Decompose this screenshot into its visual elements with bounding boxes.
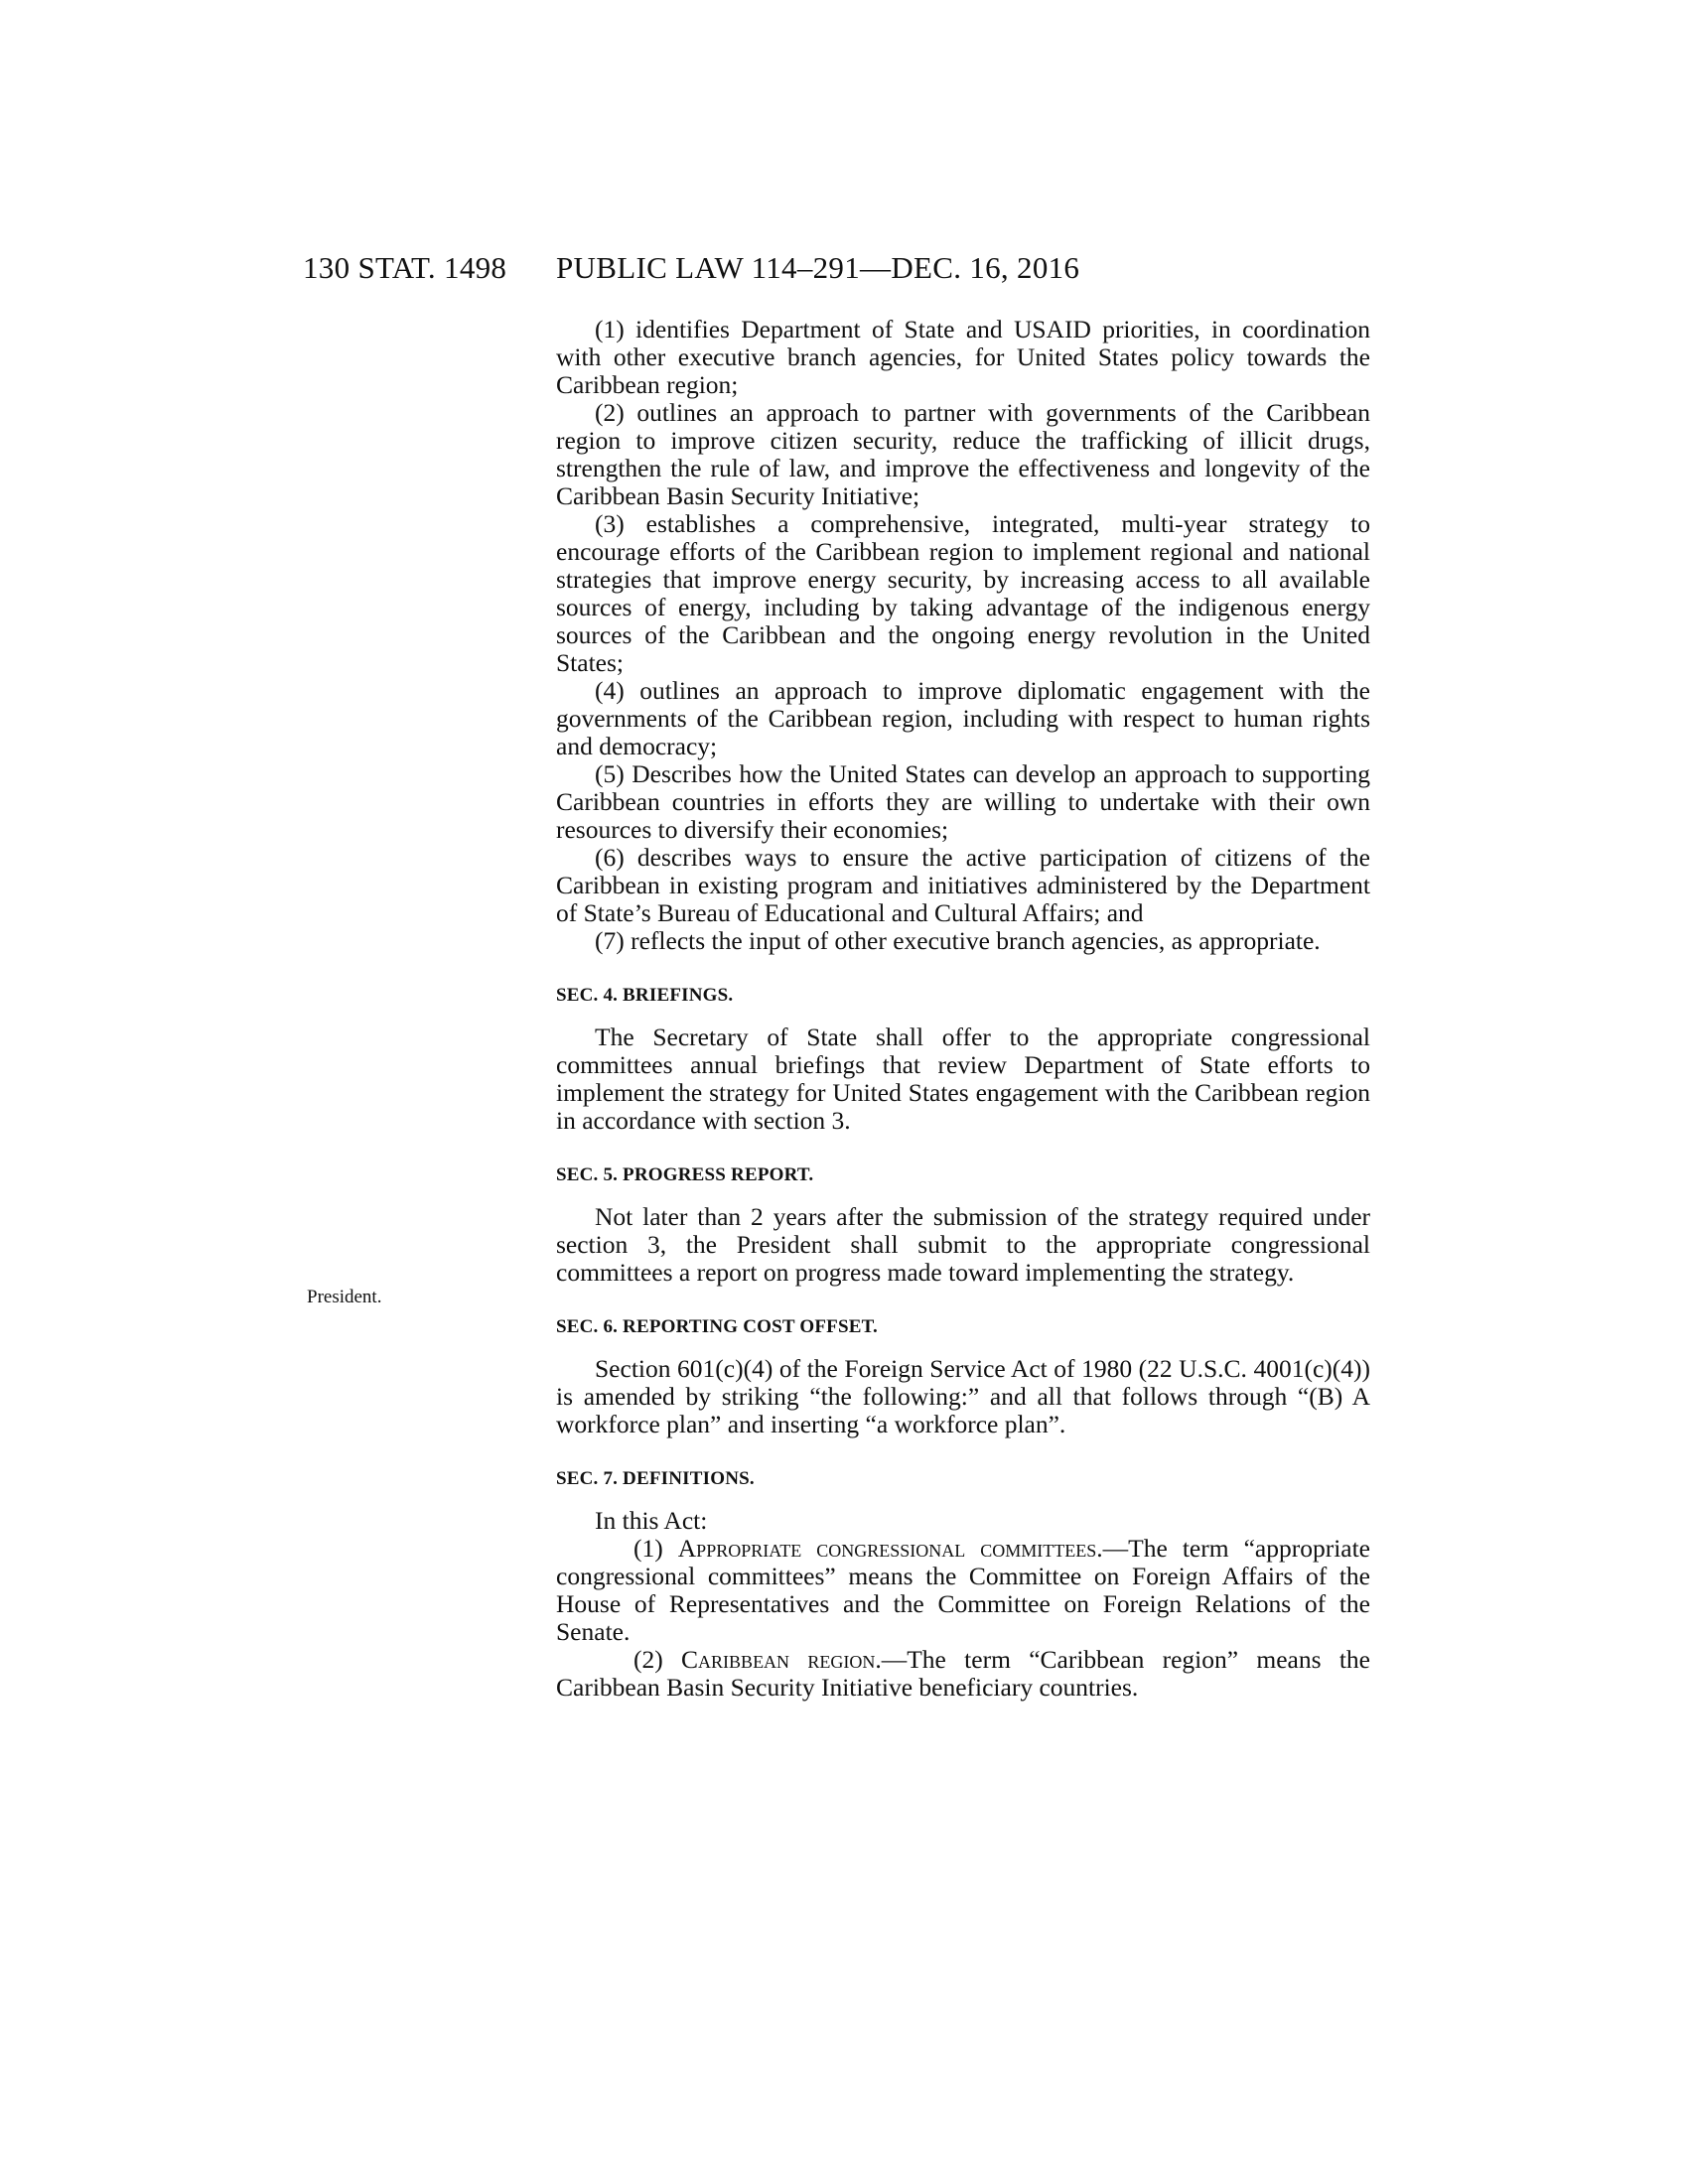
definition-1-text: .—The term “appropriate congressional committees” means the Committee on Foreign Affairs of the House of Representatives and the Committee on Foreign Relations of the Senate. bbox=[556, 1534, 1370, 1646]
document-body bbox=[556, 316, 1370, 1702]
section-5-heading: SEC. 5. PROGRESS REPORT. bbox=[556, 1164, 814, 1185]
section-6-text: Section 601(c)(4) of the Foreign Service Act of 1980 (22 U.S.C. 4001(c)(4)) is amended by striking “the following:” and all that follows through “(B) A workforce plan” and inserting “a workforce plan”. bbox=[556, 1354, 1370, 1438]
strategy-item-7: (7) reflects the input of other executive branch agencies, as appropriate. bbox=[595, 926, 1321, 955]
definition-2-term: Caribbean region bbox=[681, 1645, 876, 1674]
margin-note-president: President. bbox=[307, 1287, 382, 1307]
public-law-title: PUBLIC LAW 114–291—DEC. 16, 2016 bbox=[556, 250, 1080, 285]
section-7-heading: SEC. 7. DEFINITIONS. bbox=[556, 1468, 755, 1489]
section-5-text: Not later than 2 years after the submission of the strategy required under section 3, the President shall submit to the appropriate congressional committees a report on progress made toward implementing the strategy. bbox=[556, 1202, 1370, 1287]
section-4-heading: SEC. 4. BRIEFINGS. bbox=[556, 985, 734, 1006]
strategy-item-6: (6) describes ways to ensure the active participation of citizens of the Caribbean in existing program and initiatives administered by the Department of State’s Bureau of Educational and Cultural Affairs; and bbox=[556, 843, 1370, 927]
strategy-item-5: (5) Describes how the United States can develop an approach to supporting Caribbean countries in efforts they are willing to undertake with their own resources to diversify their economies; bbox=[556, 759, 1370, 844]
strategy-item-4: (4) outlines an approach to improve diplomatic engagement with the governments of the Caribbean region, including with respect to human rights and democracy; bbox=[556, 676, 1370, 760]
definition-2-number: (2) bbox=[633, 1645, 663, 1674]
definition-1-number: (1) bbox=[633, 1534, 663, 1563]
strategy-item-3: (3) establishes a comprehensive, integrated, multi-year strategy to encourage efforts of the Caribbean region to implement regional and national strategies that improve energy security, by increasing access to all available sources of energy, including by taking advantage of the indigenous energy sources of the Caribbean and the ongoing energy revolution in the United States; bbox=[556, 509, 1370, 677]
definition-1 bbox=[556, 1535, 1370, 1646]
section-7-intro: In this Act: bbox=[595, 1506, 708, 1535]
definition-1-term: Appropriate congressional committees bbox=[677, 1534, 1097, 1563]
statute-page-reference: 130 STAT. 1498 bbox=[303, 250, 507, 285]
definition-2-text: .—The term “Caribbean region” means the Caribbean Basin Security Initiative beneficiary countries. bbox=[556, 1645, 1370, 1702]
section-6-heading: SEC. 6. REPORTING COST OFFSET. bbox=[556, 1316, 878, 1337]
section-4-text: The Secretary of State shall offer to the appropriate congressional committees annual briefings that review Department of State efforts to implement the strategy for United States engagement with the Caribbean region in accordance with section 3. bbox=[556, 1023, 1370, 1135]
definition-2 bbox=[556, 1646, 1370, 1702]
strategy-item-1: (1) identifies Department of State and USAID priorities, in coordination with other executive branch agencies, for United States policy towards the Caribbean region; bbox=[556, 315, 1370, 399]
strategy-item-2: (2) outlines an approach to partner with governments of the Caribbean region to improve citizen security, reduce the trafficking of illicit drugs, strengthen the rule of law, and improve the effectiveness and longevity of the Caribbean Basin Security Initiative; bbox=[556, 398, 1370, 510]
